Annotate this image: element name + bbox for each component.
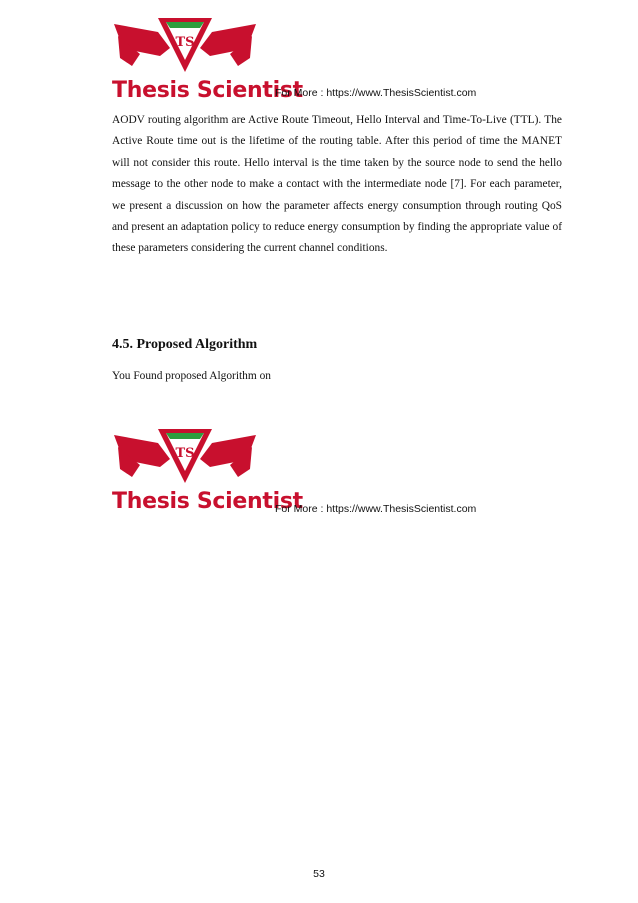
for-more-link[interactable]: For More : https://www.ThesisScientist.com: [275, 503, 477, 515]
svg-text:TS: TS: [175, 446, 195, 461]
header-logo: [110, 10, 303, 110]
svg-text:TS: TS: [175, 35, 195, 50]
body-paragraph: AODV routing algorithm are Active Route Timeout, Hello Interval and Time-To-Live (TTL). The Active Route time out is the lifetime of the routing table. After this period of time the MANET will not consider this route. Hello interval is the time taken by the source node to send the hello message to the other node to make a contact with the intermediate node [7]. For each parameter, we present a discussion on how the parameter affects energy consumption through routing QoS and present an adaptation policy to reduce energy consumption by finding the appropriate value of these parameters considering the current channel conditions.: [112, 114, 562, 255]
section-heading: 4.5. Proposed Algorithm: [112, 337, 258, 352]
footer-logo: [110, 421, 303, 521]
logo-wordmark: Thesis Scientist: [112, 489, 303, 514]
winged-logo-icon: [110, 10, 260, 80]
logo-wordmark: Thesis Scientist: [112, 78, 303, 103]
section-text: You Found proposed Algorithm on: [112, 370, 271, 382]
for-more-link[interactable]: For More : https://www.ThesisScientist.com: [275, 87, 477, 99]
page-number: 53: [313, 868, 325, 880]
winged-logo-icon: [110, 421, 260, 491]
